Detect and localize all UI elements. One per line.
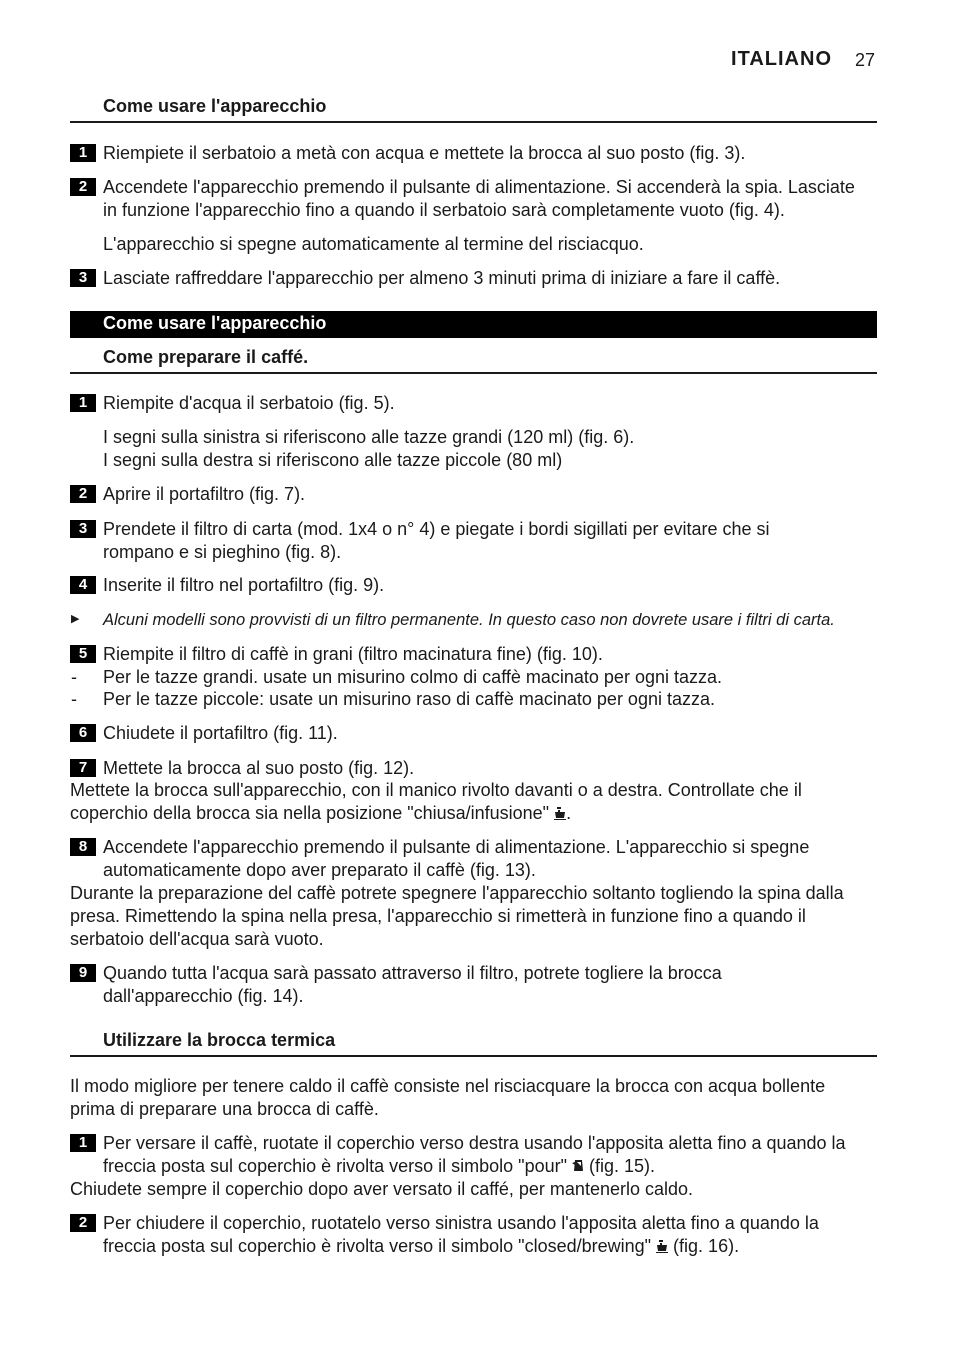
section-heading-use: Come usare l'apparecchio — [103, 96, 327, 116]
step-number: 1 — [70, 144, 96, 162]
step-text: Mettete la brocca al suo posto (fig. 12). — [103, 758, 415, 778]
step-text: dall'apparecchio (fig. 14). — [103, 986, 304, 1006]
step-note: I segni sulla destra si riferiscono alle tazze piccole (80 ml) — [103, 450, 563, 470]
step-note: serbatoio dell'acqua sarà vuoto. — [70, 929, 324, 949]
closed-brewing-icon — [554, 806, 566, 820]
step-note: Durante la preparazione del caffè potrete spegnere l'apparecchio soltanto togliendo la spina dalla — [70, 883, 844, 903]
note-text: coperchio della brocca sia nella posizione "chiusa/infusione" — [70, 803, 550, 823]
step-note: presa. Rimettendo la spina nella presa, l'apparecchio si rimetterà in funzione fino a quando il — [70, 906, 806, 926]
step-number: 2 — [70, 178, 96, 196]
note-text: . — [566, 803, 572, 823]
tip-text: Alcuni modelli sono provvisti di un filtro permanente. In questo caso non dovrete usare i filtri di carta. — [103, 611, 835, 629]
step-text: Chiudete il portafiltro (fig. 11). — [103, 723, 338, 743]
step-number: 1 — [70, 1134, 96, 1152]
step-note: Mettete la brocca sull'apparecchio, con il manico rivolto davanti o a destra. Controllate che il — [70, 780, 802, 800]
step-note: Chiudete sempre il coperchio dopo aver versato il caffé, per mantenerlo caldo. — [70, 1179, 694, 1199]
pour-icon — [572, 1159, 584, 1173]
step-text-part: (fig. 16). — [668, 1236, 740, 1256]
step-text: Per chiudere il coperchio, ruotatelo verso sinistra usando l'apposita aletta fino a quando la — [103, 1213, 819, 1233]
dash-bullet: - — [71, 667, 77, 687]
step-number: 4 — [70, 576, 96, 594]
step-text-part: freccia posta sul coperchio è rivolta verso il simbolo "pour" — [103, 1156, 567, 1176]
step-number: 3 — [70, 520, 96, 538]
section-banner — [70, 311, 877, 338]
step-text: Prendete il filtro di carta (mod. 1x4 o n° 4) e piegate i bordi sigillati per evitare che si — [103, 519, 770, 539]
step-text: Aprire il portafiltro (fig. 7). — [103, 484, 306, 504]
dash-text: Per le tazze piccole: usate un misurino raso di caffè macinato per ogni tazza. — [103, 689, 715, 709]
step-number: 1 — [70, 394, 96, 412]
page-number: 27 — [854, 50, 875, 70]
step-note — [70, 802, 571, 825]
step-number: 2 — [70, 485, 96, 503]
step-number: 7 — [70, 759, 96, 777]
step-number: 8 — [70, 838, 96, 856]
step-text — [103, 1155, 655, 1178]
step-number: 9 — [70, 964, 96, 982]
step-number: 6 — [70, 724, 96, 742]
step-text: automaticamente dopo aver preparato il caffè (fig. 13). — [103, 860, 536, 880]
step-text — [103, 1235, 739, 1258]
step-text: Accendete l'apparecchio premendo il pulsante di alimentazione. L'apparecchio si spegne — [103, 837, 810, 857]
dash-bullet: - — [71, 689, 77, 709]
step-number: 5 — [70, 645, 96, 663]
step-text-part: freccia posta sul coperchio è rivolta verso il simbolo "closed/brewing" — [103, 1236, 652, 1256]
step-text: in funzione l'apparecchio fino a quando il serbatoio sarà completamente vuoto (fig. 4). — [103, 200, 785, 220]
step-text: rompano e si pieghino (fig. 8). — [103, 542, 342, 562]
step-text: Accendete l'apparecchio premendo il pulsante di alimentazione. Si accenderà la spia. Lasciate — [103, 177, 855, 197]
banner-title: Come usare l'apparecchio — [103, 313, 327, 333]
section-heading-thermal: Utilizzare la brocca termica — [103, 1030, 336, 1050]
heading-rule — [70, 372, 877, 374]
step-number: 3 — [70, 269, 96, 287]
step-text: Quando tutta l'acqua sarà passato attraverso il filtro, potrete togliere la brocca — [103, 963, 722, 983]
step-note: L'apparecchio si spegne automaticamente al termine del risciacquo. — [103, 234, 644, 254]
step-text: Riempite d'acqua il serbatoio (fig. 5). — [103, 393, 395, 413]
step-text: Riempite il filtro di caffè in grani (filtro macinatura fine) (fig. 10). — [103, 644, 603, 664]
step-text: Per versare il caffè, ruotate il coperchio verso destra usando l'apposita aletta fino a quando la — [103, 1133, 846, 1153]
intro-text: Il modo migliore per tenere caldo il caffè consiste nel risciacquare la brocca con acqua bollente — [70, 1076, 826, 1096]
intro-text: prima di preparare una brocca di caffè. — [70, 1099, 379, 1119]
step-note: I segni sulla sinistra si riferiscono alle tazze grandi (120 ml) (fig. 6). — [103, 427, 635, 447]
closed-brewing-icon — [656, 1239, 668, 1253]
step-text: Lasciate raffreddare l'apparecchio per almeno 3 minuti prima di iniziare a fare il caffè. — [103, 268, 781, 288]
step-text: Inserite il filtro nel portafiltro (fig. 9). — [103, 575, 385, 595]
bullet-triangle-icon: ▶ — [71, 613, 80, 625]
section-heading-brew: Come preparare il caffé. — [103, 347, 309, 367]
step-text-part: (fig. 15). — [584, 1156, 656, 1176]
heading-rule — [70, 1055, 877, 1057]
heading-rule — [70, 121, 877, 123]
step-number: 2 — [70, 1214, 96, 1232]
language-label: ITALIANO — [731, 48, 832, 70]
dash-text: Per le tazze grandi. usate un misurino colmo di caffè macinato per ogni tazza. — [103, 667, 722, 687]
step-text: Riempiete il serbatoio a metà con acqua e mettete la brocca al suo posto (fig. 3). — [103, 143, 746, 163]
